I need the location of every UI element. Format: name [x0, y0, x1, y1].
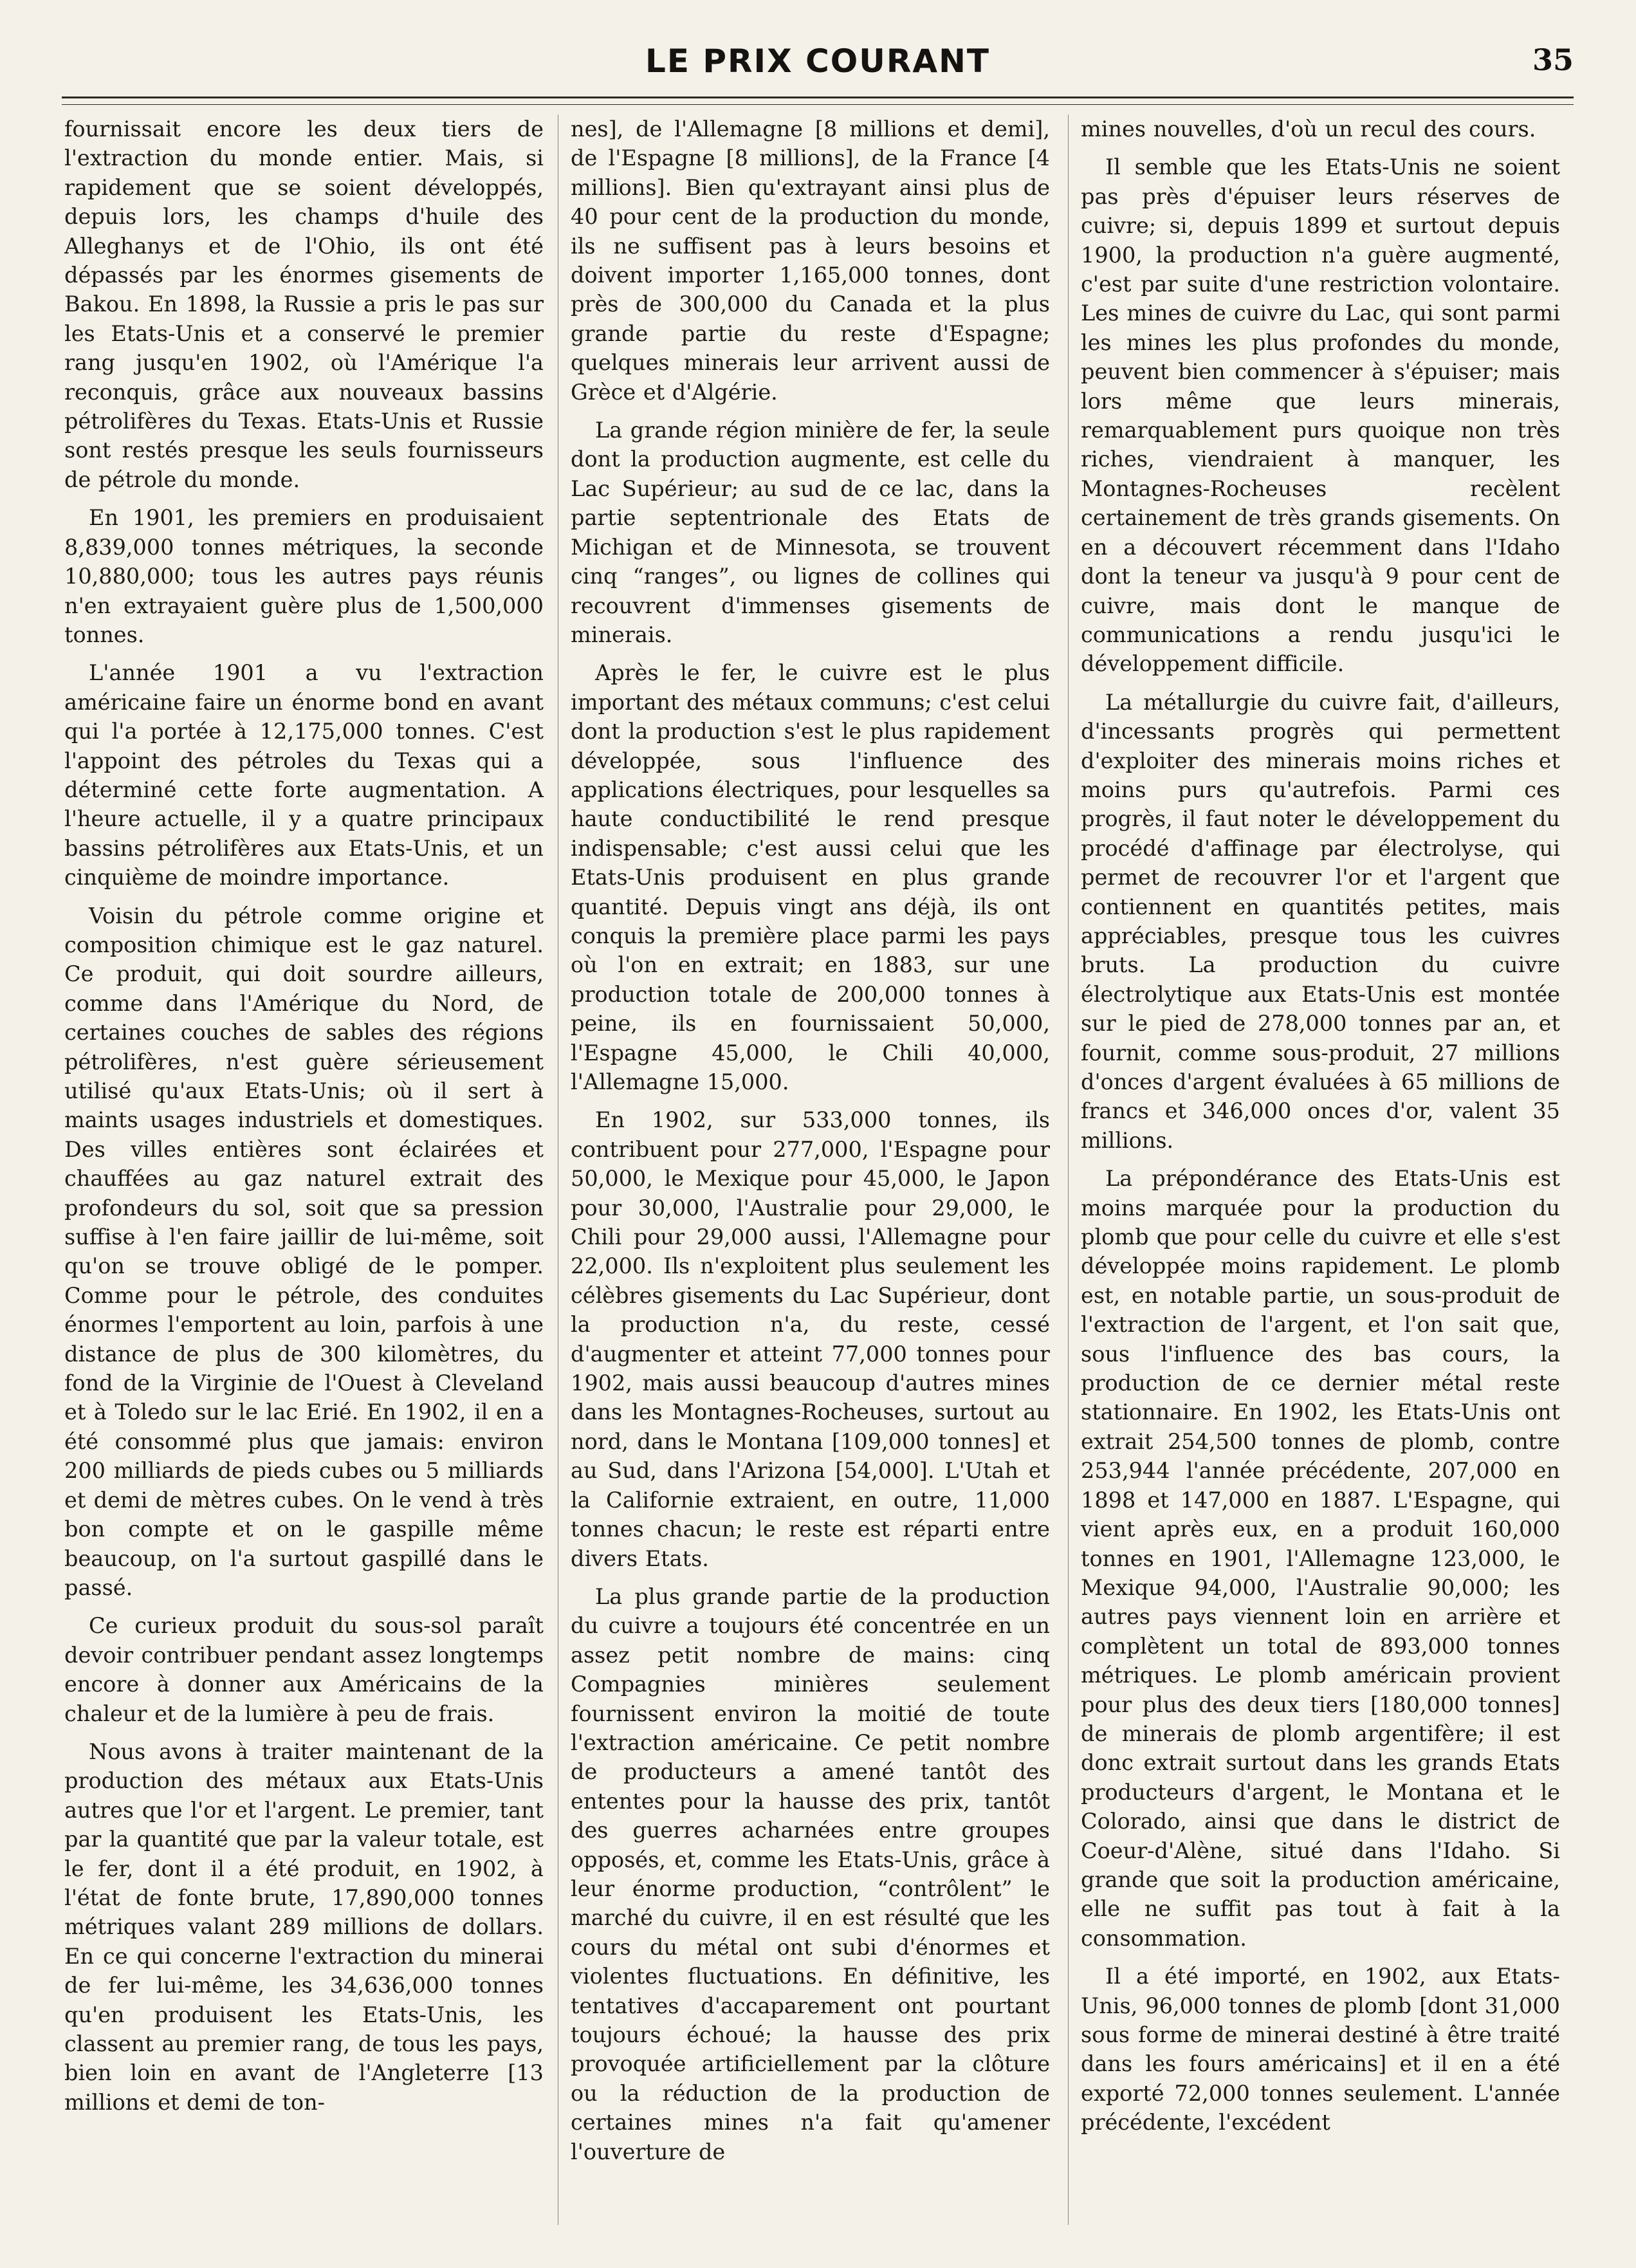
paragraph: nes], de l'Allemagne [8 millions et demi], de l'Espagne [8 millions], de la France [4 millions]. Bien qu'extrayant ainsi plus de 40 pour cent de la production du monde, ils ne suffisent pas à leurs besoins et doivent importer 1,165,000 tonnes, dont près de 300,000 du Canada et la plus grande partie du reste d'Espagne; quelques minerais leur arrivent aussi de Grèce et d'Algérie. — [571, 116, 1050, 405]
masthead — [62, 39, 1574, 90]
page-number: 35 — [1532, 42, 1574, 77]
text-column-3 — [1081, 115, 1560, 2137]
column-divider — [1068, 115, 1069, 2225]
paragraph: La grande région minière de fer, la seule dont la production augmente, est celle du Lac Supérieur; au sud de ce lac, dans la partie septentrionale des Etats de Michigan et de Minnesota, se trouvent cinq “ranges”, ou lignes de collines qui recouvrent d'immenses gisements de minerais. — [571, 418, 1050, 647]
paragraph: La plus grande partie de la production du cuivre a toujours été concentrée en un assez petit nombre de mains: cinq Compagnies minières seulement fournissent environ la moitié de toute l'extraction américaine. Ce petit nombre de producteurs a amené tantôt des ententes pour la hausse des prix, tantôt des guerres acharnées entre groupes opposés, et, comme les Etats-Unis, grâce à leur énorme production, “contrôlent” le marché du cuivre, il en est résulté que les cours du métal ont subi d'énormes et violentes fluctuations. En définitive, les tentatives d'accaparement ont pourtant toujours échoué; la hausse des prix provoquée artificiellement par la clôture ou la réduction de la production de certaines mines n'a fait qu'amener l'ouverture de — [571, 1583, 1050, 2164]
header-rule — [62, 97, 1574, 98]
publication-title: LE PRIX COURANT — [645, 42, 991, 80]
paragraph: En 1902, sur 533,000 tonnes, ils contribuent pour 277,000, l'Espagne pour 50,000, le Mexique pour 45,000, le Japon pour 30,000, l'Australie pour 29,000, le Chili pour 29,000 aussi, l'Allemagne pour 22,000. Ils n'exploitent plus seulement les célèbres gisements du Lac Supérieur, dont la production n'a, du reste, cessé d'augmenter et atteint 77,000 tonnes pour 1902, mais aussi beaucoup d'autres mines dans les Montagnes-Rocheuses, surtout au nord, dans le Montana [109,000 tonnes] et au Sud, dans l'Arizona [54,000]. L'Utah et la Californie extraient, en outre, 11,000 tonnes chacun; le reste est réparti entre divers Etats. — [571, 1107, 1050, 1571]
paragraph: La métallurgie du cuivre fait, d'ailleurs, d'incessants progrès qui permettent d'exploiter des minerais moins riches et moins purs qu'autrefois. Parmi ces progrès, il faut noter le développement du procédé d'affinage par électrolyse, qui permet de recouvrer l'or et l'argent que contiennent en quantités petites, mais appréciables, presque tous les cuivres bruts. La production du cuivre électrolytique aux Etats-Unis est montée sur le pied de 278,000 tonnes par an, et fournit, comme sous-produit, 27 millions d'onces d'argent évaluées à 65 millions de francs et 346,000 onces d'or, valent 35 millions. — [1081, 689, 1560, 1153]
paragraph: Après le fer, le cuivre est le plus important des métaux communs; c'est celui dont la production s'est le plus rapidement développée, sous l'influence des applications électriques, pour lesquelles sa haute conductibilité le rend presque indispensable; c'est aussi celui que les Etats-Unis produisent en plus grande quantité. Depuis vingt ans déjà, ils ont conquis la première place parmi les pays où l'on en extrait; en 1883, sur une production totale de 200,000 tonnes à peine, ils en fournissaient 50,000, l'Espagne 45,000, le Chili 40,000, l'Allemagne 15,000. — [571, 660, 1050, 1094]
paragraph: Ce curieux produit du sous-sol paraît devoir contribuer pendant assez longtemps encore à donner aux Américains de la chaleur et de la lumière à peu de frais. — [64, 1613, 544, 1726]
paragraph: Nous avons à traiter maintenant de la production des métaux aux Etats-Unis autres que l'or et l'argent. Le premier, tant par la quantité que par la valeur totale, est le fer, dont il a été produit, en 1902, à l'état de fonte brute, 17,890,000 tonnes métriques valant 289 millions de dollars. En ce qui concerne l'extraction du minerai de fer lui-même, les 34,636,000 tonnes qu'en produisent les Etats-Unis, les classent au premier rang, de tous les pays, bien loin en avant de l'Angleterre [13 millions et demi de ton- — [64, 1738, 544, 2115]
text-column-1 — [64, 115, 544, 2117]
text-column-2 — [571, 115, 1050, 2166]
paragraph: Voisin du pétrole comme origine et composition chimique est le gaz naturel. Ce produit, qui doit sourdre ailleurs, comme dans l'Amérique du Nord, de certaines couches de sables des régions pétrolifères, n'est guère sérieusement utilisé qu'aux Etats-Unis; où il sert à maints usages industriels et domestiques. Des villes entières sont éclairées et chauffées au gaz naturel extrait des profondeurs du sol, soit que sa pression suffise à l'en faire jaillir de lui-même, soit qu'on se trouve obligé de le pomper. Comme pour le pétrole, des conduites énormes l'emportent au loin, parfois à une distance de plus de 300 kilomètres, du fond de la Virginie de l'Ouest à Cleveland et à Toledo sur le lac Erié. En 1902, il en a été consommé plus que jamais: environ 200 milliards de pieds cubes ou 5 milliards et demi de mètres cubes. On le vend à très bon compte et on le gaspille même beaucoup, on l'a surtout gaspillé dans le passé. — [64, 903, 544, 1600]
header-rule-thin — [62, 104, 1574, 105]
paragraph: fournissait encore les deux tiers de l'extraction du monde entier. Mais, si rapidement que se soient développés, depuis lors, les champs d'huile des Alleghanys et de l'Ohio, ils ont été dépassés par les énormes gisements de Bakou. En 1898, la Russie a pris le pas sur les Etats-Unis et a conservé le premier rang jusqu'en 1902, où l'Amérique l'a reconquis, grâce aux nouveaux bassins pétrolifères du Texas. Etats-Unis et Russie sont restés presque les seuls fournisseurs de pétrole du monde. — [64, 116, 544, 492]
paragraph: En 1901, les premiers en produisaient 8,839,000 tonnes métriques, la seconde 10,880,000; tous les autres pays réunis n'en extrayaient guère plus de 1,500,000 tonnes. — [64, 505, 544, 647]
paragraph: Il a été importé, en 1902, aux Etats-Unis, 96,000 tonnes de plomb [dont 31,000 sous forme de minerai destiné à être traité dans les fours américains] et il en a été exporté 72,000 tonnes seulement. L'année précédente, l'excédent — [1081, 1964, 1560, 2135]
paragraph: mines nouvelles, d'où un recul des cours. — [1081, 116, 1536, 142]
paragraph: Il semble que les Etats-Unis ne soient pas près d'épuiser leurs réserves de cuivre; si, depuis 1899 et surtout depuis 1900, la production n'a guère augmenté, c'est par suite d'une restriction volontaire. Les mines de cuivre du Lac, qui sont parmi les mines les plus profondes du monde, peuvent bien commencer à s'épuiser; mais lors même que leurs minerais, remarquablement purs quoique non très riches, viendraient à manquer, les Montagnes-Rocheuses recèlent certainement de très grands gisements. On en a découvert récemment dans l'Idaho dont la teneur va jusqu'à 9 pour cent de cuivre, mais dont le manque de communications a rendu jusqu'ici le développement difficile. — [1081, 154, 1560, 677]
paragraph: L'année 1901 a vu l'extraction américaine faire un énorme bond en avant qui l'a portée à 12,175,000 tonnes. C'est l'appoint des pétroles du Texas qui a déterminé cette forte augmentation. A l'heure actuelle, il y a quatre principaux bassins pétrolifères aux Etats-Unis, et un cinquième de moindre importance. — [64, 660, 544, 890]
paragraph: La prépondérance des Etats-Unis est moins marquée pour la production du plomb que pour celle du cuivre et elle s'est développée moins rapidement. Le plomb est, en notable partie, un sous-produit de l'extraction de l'argent, et l'on sait que, sous l'influence des bas cours, la production de ce dernier métal reste stationnaire. En 1902, les Etats-Unis ont extrait 254,500 tonnes de plomb, contre 253,944 l'année précédente, 207,000 en 1898 et 147,000 en 1887. L'Espagne, qui vient après eux, en a produit 160,000 tonnes en 1901, l'Allemagne 123,000, le Mexique 94,000, l'Australie 90,000; les autres pays viennent loin en arrière et complètent un total de 893,000 tonnes métriques. Le plomb américain provient pour plus des deux tiers [180,000 tonnes] de minerais de plomb argentifère; il est donc extrait surtout dans les grands Etats producteurs d'argent, le Montana et le Colorado, ainsi que dans le district de Coeur-d'Alène, situé dans l'Idaho. Si grande que soit la production américaine, elle ne suffit pas tout à fait à la consommation. — [1081, 1166, 1560, 1951]
